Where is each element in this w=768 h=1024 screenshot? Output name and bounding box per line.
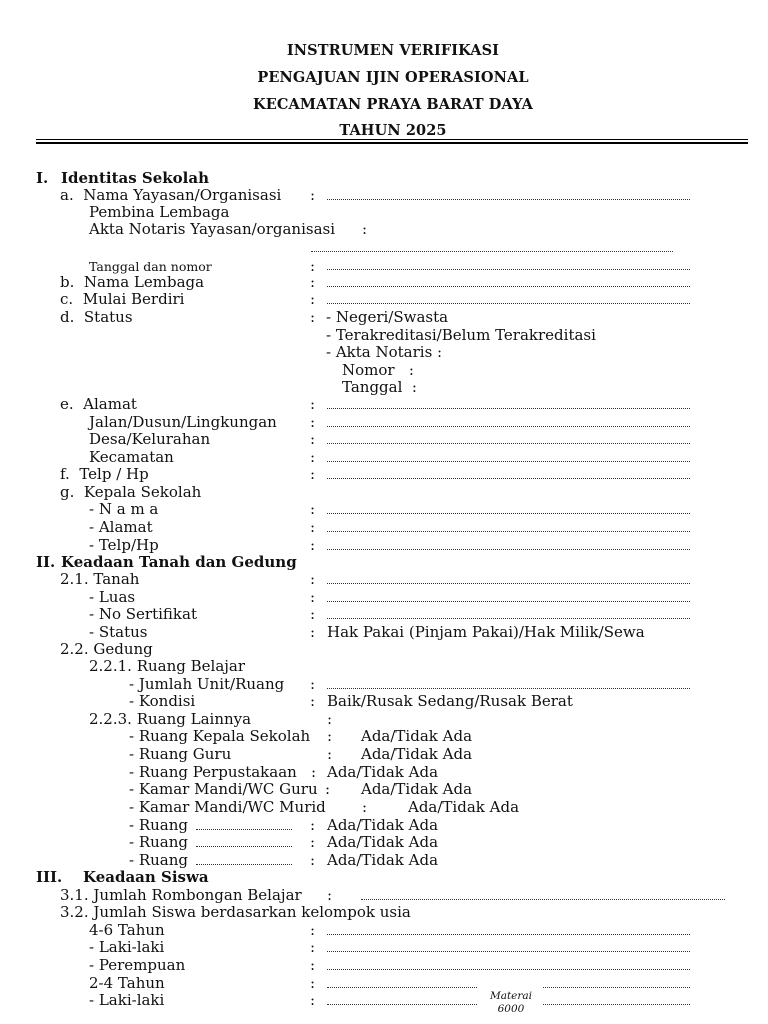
colon: : (310, 833, 316, 851)
colon: : (310, 273, 316, 291)
colon: : (362, 220, 368, 238)
colon: : (327, 745, 333, 763)
field-status-tanah-options: Hak Pakai (Pinjam Pakai)/Hak Milik/Sewa (327, 623, 645, 641)
field-kepsek-nama-blank[interactable] (327, 513, 690, 514)
field-kepsek-telp-blank[interactable] (327, 549, 690, 550)
header-line-2: PENGAJUAN IJIN OPERASIONAL (257, 69, 529, 86)
field-usia-4-6-blank[interactable] (327, 934, 690, 935)
field-nama-yayasan-label: a. Nama Yayasan/Organisasi (60, 186, 282, 204)
field-kecamatan-label: Kecamatan (89, 448, 174, 466)
status-tanggal: Tanggal : (342, 378, 417, 396)
field-kecamatan-blank[interactable] (327, 461, 690, 462)
colon: : (325, 780, 331, 798)
colon: : (310, 974, 316, 992)
field-desa-blank[interactable] (327, 443, 690, 444)
colon: : (310, 448, 316, 466)
field-usia-2-4-blank-right[interactable] (543, 987, 690, 988)
field-perpustakaan-options: Ada/Tidak Ada (327, 763, 439, 781)
colon: : (310, 186, 316, 204)
field-mulai-berdiri-blank[interactable] (327, 303, 690, 304)
field-kepsek-telp-label: - Telp/Hp (89, 536, 159, 554)
field-ruang-2-options: Ada/Tidak Ada (327, 833, 439, 851)
field-wc-murid-label: - Kamar Mandi/WC Murid (129, 798, 326, 816)
field-ruang-1-name-blank[interactable] (196, 829, 292, 830)
header-rule-bottom (36, 142, 748, 144)
colon: : (327, 710, 333, 728)
field-tanah-label: 2.1. Tanah (60, 570, 140, 588)
field-tanggal-nomor-blank[interactable] (327, 269, 690, 270)
field-kepsek-alamat-blank[interactable] (327, 531, 690, 532)
colon: : (310, 257, 316, 275)
field-usia-2-4-label: 2-4 Tahun (89, 974, 165, 992)
field-nama-yayasan-blank[interactable] (327, 199, 690, 200)
colon: : (310, 956, 316, 974)
field-luas-blank[interactable] (327, 601, 690, 602)
field-perpustakaan-label: - Ruang Perpustakaan (129, 763, 297, 781)
field-luas-label: - Luas (89, 588, 136, 606)
field-laki-4-6-blank[interactable] (327, 951, 690, 952)
field-jumlah-siswa-label: 3.2. Jumlah Siswa berdasarkan kelompok usia (60, 903, 411, 921)
field-status-label: d. Status (60, 308, 133, 326)
section-2-number: II. (36, 553, 56, 571)
colon: : (310, 675, 316, 693)
field-ruang-kepsek-label: - Ruang Kepala Sekolah (129, 727, 311, 745)
field-jalan-label: Jalan/Dusun/Lingkungan (89, 413, 277, 431)
colon: : (310, 605, 316, 623)
field-jumlah-unit-label: - Jumlah Unit/Ruang (129, 675, 285, 693)
field-rombel-blank[interactable] (361, 899, 725, 900)
field-usia-2-4-blank-left[interactable] (327, 987, 477, 988)
materai-stamp (486, 990, 536, 1016)
colon: : (310, 536, 316, 554)
colon: : (310, 816, 316, 834)
field-laki-2-4-label: - Laki-laki (89, 991, 165, 1009)
materai-value: 6000 (497, 1003, 525, 1015)
field-ruang-3-options: Ada/Tidak Ada (327, 851, 439, 869)
field-kondisi-label: - Kondisi (129, 692, 196, 710)
field-perempuan-4-6-blank[interactable] (327, 969, 690, 970)
field-sertifikat-blank[interactable] (327, 618, 690, 619)
colon: : (310, 308, 316, 326)
colon: : (310, 588, 316, 606)
field-telp-blank[interactable] (327, 478, 690, 479)
field-wc-guru-label: - Kamar Mandi/WC Guru (129, 780, 318, 798)
colon: : (310, 623, 316, 641)
field-usia-4-6-label: 4-6 Tahun (89, 921, 165, 939)
field-ruang-2-name-blank[interactable] (196, 846, 292, 847)
field-telp-label: f. Telp / Hp (60, 465, 149, 483)
header-line-3: KECAMATAN PRAYA BARAT DAYA (253, 96, 533, 113)
field-kepala-sekolah-label: g. Kepala Sekolah (60, 483, 202, 501)
field-ruang-guru-options: Ada/Tidak Ada (361, 745, 473, 763)
field-rombel-label: 3.1. Jumlah Rombongan Belajar (60, 886, 302, 904)
field-pembina-lembaga-label: Pembina Lembaga (89, 203, 230, 221)
field-gedung-label: 2.2. Gedung (60, 640, 153, 658)
colon: : (310, 938, 316, 956)
field-ruang-belajar-label: 2.2.1. Ruang Belajar (89, 657, 246, 675)
field-kepsek-nama-label: - N a m a (89, 500, 159, 518)
field-laki-2-4-blank-left[interactable] (327, 1004, 477, 1005)
colon: : (310, 570, 316, 588)
colon: : (310, 290, 316, 308)
colon: : (310, 500, 316, 518)
colon: : (311, 763, 317, 781)
section-2-title: Keadaan Tanah dan Gedung (61, 553, 297, 571)
field-sertifikat-label: - No Sertifikat (89, 605, 197, 623)
field-wc-murid-options: Ada/Tidak Ada (408, 798, 520, 816)
field-ruang-2-label: - Ruang (129, 833, 188, 851)
field-ruang-guru-label: - Ruang Guru (129, 745, 232, 763)
field-alamat-blank[interactable] (327, 408, 690, 409)
field-nama-lembaga-label: b. Nama Lembaga (60, 273, 205, 291)
field-desa-label: Desa/Kelurahan (89, 430, 211, 448)
materai-label: Materai (489, 990, 533, 1002)
field-status-tanah-label: - Status (89, 623, 148, 641)
field-kondisi-options: Baik/Rusak Sedang/Rusak Berat (327, 692, 573, 710)
section-3-number: III. (36, 868, 63, 886)
section-1-title: Identitas Sekolah (61, 169, 209, 187)
section-3-title: Keadaan Siswa (83, 868, 209, 886)
field-tanggal-nomor-label: Tanggal dan nomor (89, 259, 212, 274)
field-ruang-kepsek-options: Ada/Tidak Ada (361, 727, 473, 745)
header-rule-top (36, 139, 748, 140)
colon: : (310, 518, 316, 536)
field-ruang-1-options: Ada/Tidak Ada (327, 816, 439, 834)
field-ruang-1-label: - Ruang (129, 816, 188, 834)
field-jumlah-unit-blank[interactable] (327, 688, 690, 689)
section-1-number: I. (36, 169, 49, 187)
field-kepsek-alamat-label: - Alamat (89, 518, 153, 536)
status-option-negeri-swasta: - Negeri/Swasta (326, 308, 449, 326)
field-mulai-berdiri-label: c. Mulai Berdiri (60, 290, 185, 308)
field-laki-4-6-label: - Laki-laki (89, 938, 165, 956)
colon: : (310, 991, 316, 1009)
field-ruang-3-name-blank[interactable] (196, 864, 292, 865)
field-jalan-blank[interactable] (327, 426, 690, 427)
status-nomor: Nomor : (342, 361, 414, 379)
colon: : (310, 851, 316, 869)
status-akta-notaris: - Akta Notaris : (326, 343, 443, 361)
field-ruang-3-label: - Ruang (129, 851, 188, 869)
colon: : (310, 413, 316, 431)
field-alamat-label: e. Alamat (60, 395, 137, 413)
colon: : (310, 692, 316, 710)
colon: : (310, 395, 316, 413)
field-tanah-blank[interactable] (327, 583, 690, 584)
status-option-akreditasi: - Terakreditasi/Belum Terakreditasi (326, 326, 596, 344)
colon: : (310, 921, 316, 939)
field-ruang-lainnya-label: 2.2.3. Ruang Lainnya (89, 710, 252, 728)
header-line-4: TAHUN 2025 (339, 122, 447, 139)
colon: : (362, 798, 368, 816)
field-laki-2-4-blank-right[interactable] (543, 1004, 690, 1005)
field-akta-notaris-label: Akta Notaris Yayasan/organisasi (89, 220, 336, 238)
colon: : (310, 465, 316, 483)
colon: : (327, 886, 333, 904)
field-perempuan-4-6-label: - Perempuan (89, 956, 186, 974)
field-akta-notaris-blank[interactable] (311, 251, 673, 252)
header-line-1: INSTRUMEN VERIFIKASI (286, 42, 500, 59)
colon: : (327, 727, 333, 745)
field-nama-lembaga-blank[interactable] (327, 286, 690, 287)
field-wc-guru-options: Ada/Tidak Ada (361, 780, 473, 798)
colon: : (310, 430, 316, 448)
